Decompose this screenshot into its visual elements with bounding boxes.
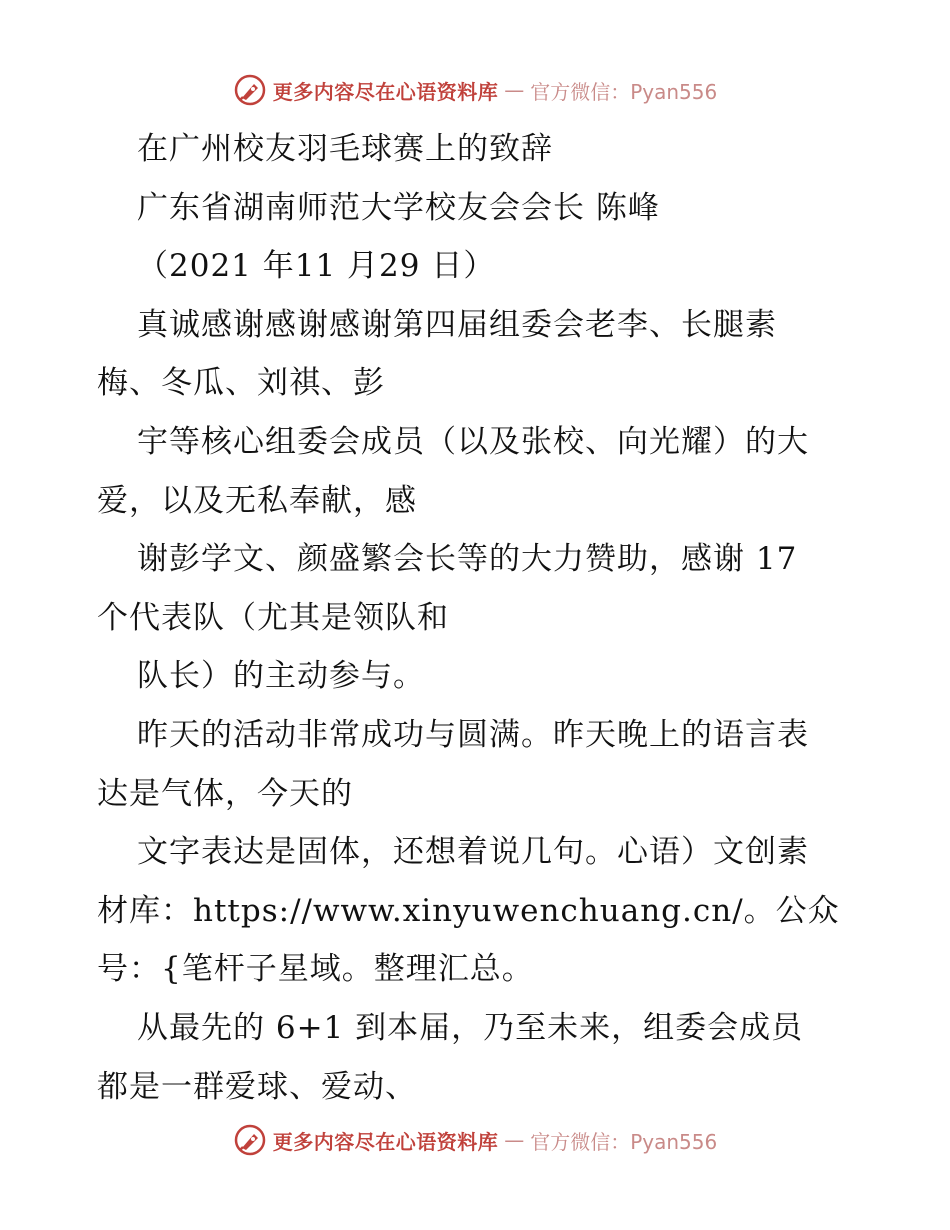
paragraph-line: 真诚感谢感谢感谢第四届组委会老李、长腿素 [137,306,777,343]
paragraph-line: 宇等核心组委会成员（以及张校、向光耀）的大 [137,423,809,460]
watermark-site-text: 更多内容尽在心语资料库 [272,79,499,104]
watermark-group [233,1123,718,1157]
watermark-site-text: 更多内容尽在心语资料库 [272,1129,499,1154]
watermark-dash: — [504,1128,525,1152]
footer-watermark [0,1120,950,1160]
watermark-dash: — [504,78,525,102]
paragraph-line: 谢彭学文、颜盛繁会长等的大力赞助，感谢 17 [137,541,798,578]
document-body [97,120,867,1116]
date-line: （2021 年11 月29 日） [137,248,496,285]
author-line: 广东省湖南师范大学校友会会长 陈峰 [137,189,660,226]
paragraph-line: 队长）的主动参与。 [137,658,425,695]
paragraph-line: 梅、冬瓜、刘祺、彭 [97,365,385,402]
paragraph-line: 从最先的 6+1 到本届，乃至未来，组委会成员 [137,1009,804,1046]
document-title: 在广州校友羽毛球赛上的致辞 [137,131,553,167]
paragraph-line: 个代表队（尤其是领队和 [97,599,449,636]
paragraph-line: 昨天的活动非常成功与圆满。昨天晚上的语言表 [137,716,809,753]
paragraph-line: 都是一群爱球、爱动、 [97,1068,417,1105]
paragraph-line: 爱，以及无私奉献，感 [97,482,417,519]
paragraph-line: 号：{笔杆子星域。整理汇总。 [97,951,534,988]
watermark-contact: 官方微信：Pyan556 [530,79,718,104]
pen-nib-logo-icon [233,73,267,107]
pen-nib-logo-icon [233,1123,267,1157]
paragraph-line: 达是气体，今天的 [97,775,353,812]
watermark-group [233,73,718,107]
paragraph-line: 材库：https://www.xinyuwenchuang.cn/。公众 [97,892,840,929]
header-watermark [0,70,950,110]
paragraph-line: 文字表达是固体，还想着说几句。心语）文创素 [137,834,809,871]
watermark-contact: 官方微信：Pyan556 [530,1129,718,1154]
